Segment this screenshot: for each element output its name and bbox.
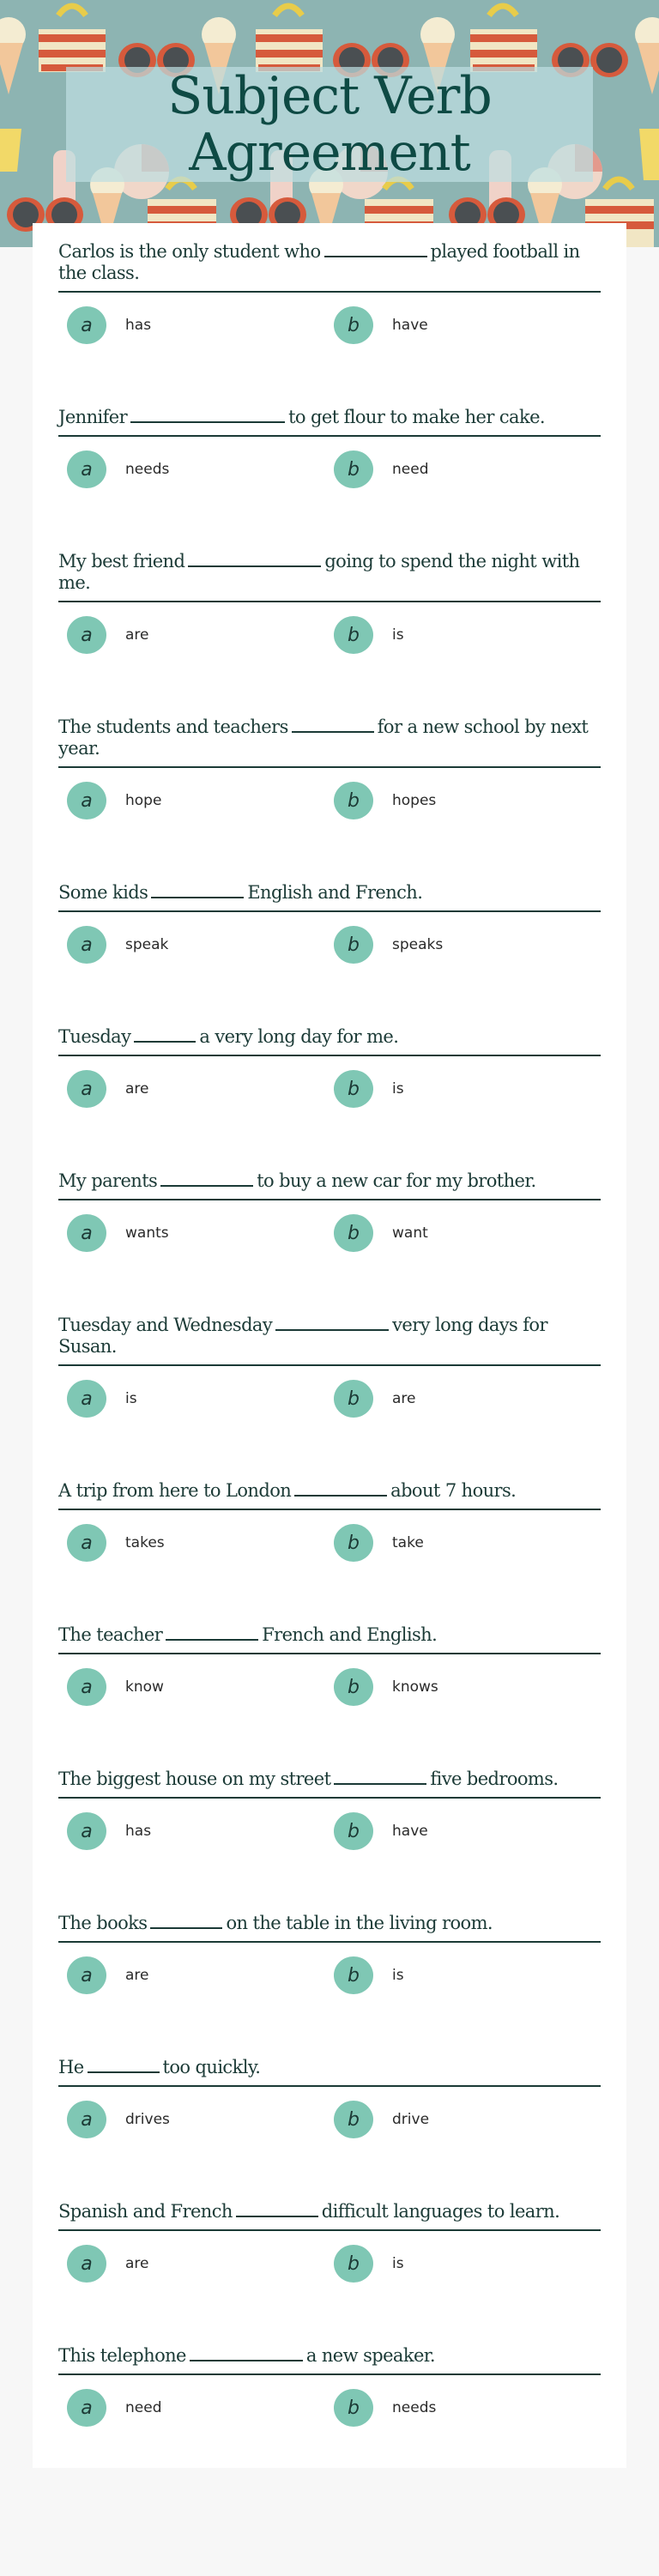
question-text-after: a very long day for me. (199, 1026, 399, 1047)
question-item (58, 2200, 601, 2283)
answer-options (58, 1654, 601, 1706)
answer-option-b[interactable] (334, 450, 601, 488)
option-letter-bubble-icon[interactable]: a (67, 1380, 106, 1418)
question-item (58, 1479, 601, 1562)
option-letter-bubble-icon[interactable]: a (67, 1668, 106, 1706)
question-item (58, 1025, 601, 1108)
question-item (58, 550, 601, 654)
option-label: speaks (392, 936, 444, 953)
option-label: speak (125, 936, 169, 953)
question-text (58, 2344, 601, 2375)
option-label: need (392, 461, 429, 478)
option-label: have (392, 1823, 428, 1840)
answer-option-a[interactable] (67, 450, 334, 488)
option-letter-bubble-icon[interactable]: a (67, 2245, 106, 2283)
option-label: is (125, 1390, 137, 1407)
option-letter-bubble-icon[interactable]: a (67, 2389, 106, 2427)
answer-option-b[interactable] (334, 1812, 601, 1850)
question-text (58, 1170, 601, 1200)
answer-option-a[interactable] (67, 1380, 334, 1418)
question-item (58, 1912, 601, 1994)
question-text-after: English and French. (247, 882, 423, 903)
answer-option-b[interactable] (334, 1380, 601, 1418)
answer-option-b[interactable] (334, 2101, 601, 2138)
answer-blank (294, 1479, 387, 1497)
option-label: is (392, 1080, 404, 1098)
question-text-before: Carlos is the only student who (58, 241, 321, 262)
option-letter-bubble-icon[interactable]: b (334, 616, 373, 654)
answer-option-a[interactable] (67, 1070, 334, 1108)
question-text-after: on the table in the living room. (226, 1913, 493, 1933)
option-label: has (125, 317, 152, 334)
answer-blank (275, 1314, 389, 1331)
question-item (58, 1768, 601, 1850)
question-item (58, 1170, 601, 1252)
question-text (58, 1768, 601, 1799)
answer-option-b[interactable] (334, 1956, 601, 1994)
option-letter-bubble-icon[interactable]: b (334, 1524, 373, 1562)
option-label: hopes (392, 792, 437, 809)
question-text (58, 1025, 601, 1056)
answer-option-a[interactable] (67, 2389, 334, 2427)
option-letter-bubble-icon[interactable]: a (67, 1812, 106, 1850)
answer-option-b[interactable] (334, 2389, 601, 2427)
answer-option-a[interactable] (67, 1668, 334, 1706)
question-text-before: The biggest house on my street (58, 1769, 331, 1789)
answer-option-b[interactable] (334, 306, 601, 344)
option-letter-bubble-icon[interactable]: b (334, 782, 373, 819)
option-letter-bubble-icon[interactable]: b (334, 306, 373, 344)
option-label: are (125, 1967, 149, 1984)
option-letter-bubble-icon[interactable]: b (334, 2389, 373, 2427)
answer-option-b[interactable] (334, 1214, 601, 1252)
answer-options (58, 293, 601, 344)
option-label: know (125, 1678, 164, 1696)
question-text-after: about 7 hours. (390, 1480, 517, 1501)
option-letter-bubble-icon[interactable]: b (334, 926, 373, 964)
option-label: takes (125, 1534, 165, 1551)
question-item (58, 1624, 601, 1706)
answer-option-b[interactable] (334, 1668, 601, 1706)
question-text-after: a new speaker. (305, 2345, 436, 2366)
question-item (58, 406, 601, 488)
question-text-before: The students and teachers (58, 717, 288, 737)
question-text (58, 1479, 601, 1510)
option-label: drives (125, 2111, 170, 2128)
question-text-after: to get flour to make her cake. (288, 407, 545, 427)
option-letter-bubble-icon[interactable]: b (334, 1214, 373, 1252)
answer-options (58, 1510, 601, 1562)
answer-option-b[interactable] (334, 926, 601, 964)
question-item (58, 716, 601, 819)
question-text-before: Some kids (58, 882, 148, 903)
option-label: are (392, 1390, 416, 1407)
question-text-after: five bedrooms. (430, 1769, 559, 1789)
option-label: is (392, 1967, 404, 1984)
question-text-before: My best friend (58, 551, 185, 571)
answer-options (58, 2231, 601, 2283)
answer-option-b[interactable] (334, 1524, 601, 1562)
worksheet-card (33, 223, 626, 2468)
answer-option-a[interactable] (67, 926, 334, 964)
question-text-before: He (58, 2057, 84, 2077)
answer-option-a[interactable] (67, 2101, 334, 2138)
answer-options (58, 912, 601, 964)
answer-blank (292, 716, 374, 733)
option-letter-bubble-icon[interactable]: a (67, 1524, 106, 1562)
option-letter-bubble-icon[interactable]: b (334, 2245, 373, 2283)
question-text (58, 550, 601, 602)
option-label: knows (392, 1678, 438, 1696)
answer-option-b[interactable] (334, 2245, 601, 2283)
answer-blank (150, 1912, 222, 1929)
answer-option-a[interactable] (67, 306, 334, 344)
question-text-before: Tuesday and Wednesday (58, 1315, 273, 1335)
answer-option-a[interactable] (67, 1812, 334, 1850)
answer-options (58, 1799, 601, 1850)
option-letter-bubble-icon[interactable]: a (67, 1214, 106, 1252)
option-label: wants (125, 1225, 169, 1242)
question-item (58, 240, 601, 344)
option-label: take (392, 1534, 424, 1551)
option-letter-bubble-icon[interactable]: b (334, 450, 373, 488)
answer-blank (88, 2056, 160, 2073)
question-item (58, 881, 601, 964)
answer-option-a[interactable] (67, 1214, 334, 1252)
answer-blank (166, 1624, 258, 1641)
answer-option-a[interactable] (67, 1524, 334, 1562)
option-label: has (125, 1823, 152, 1840)
question-text (58, 1314, 601, 1366)
option-letter-bubble-icon[interactable]: a (67, 450, 106, 488)
answer-options (58, 602, 601, 654)
question-text-before: The books (58, 1913, 148, 1933)
worksheet-header (0, 0, 659, 247)
question-item (58, 2056, 601, 2138)
answer-blank (324, 240, 427, 257)
answer-blank (334, 1768, 426, 1785)
title-box (66, 67, 593, 182)
question-text (58, 881, 601, 912)
question-text-after: for a new school by next year. (58, 717, 589, 759)
question-text-before: My parents (58, 1170, 158, 1191)
option-label: needs (125, 461, 170, 478)
option-letter-bubble-icon[interactable]: b (334, 2101, 373, 2138)
answer-blank (151, 881, 244, 898)
question-text-before: A trip from here to London (58, 1480, 292, 1501)
question-text-before: Tuesday (58, 1026, 131, 1047)
question-text-before: The teacher (58, 1624, 163, 1645)
answer-options (58, 1366, 601, 1418)
question-text-before: This telephone (58, 2345, 186, 2366)
option-label: is (392, 2255, 404, 2272)
question-text-after: very long days for Susan. (58, 1315, 547, 1357)
page-title: Subject Verb Agreement (167, 66, 492, 183)
question-text-after: to buy a new car for my brother. (257, 1170, 536, 1191)
answer-options (58, 437, 601, 488)
answer-blank (236, 2200, 318, 2217)
option-letter-bubble-icon[interactable]: a (67, 1070, 106, 1108)
answer-options (58, 2087, 601, 2138)
question-text-before: Jennifer (58, 407, 128, 427)
question-text (58, 1912, 601, 1943)
question-text-after: going to spend the night with me. (58, 551, 580, 593)
answer-options (58, 768, 601, 819)
beach-bag-icon (39, 6, 106, 72)
answer-blank (190, 2344, 303, 2361)
answer-options (58, 1943, 601, 1994)
question-item (58, 2344, 601, 2427)
question-text (58, 716, 601, 768)
question-text (58, 2200, 601, 2231)
option-letter-bubble-icon[interactable]: b (334, 1956, 373, 1994)
question-text-after: French and English. (262, 1624, 438, 1645)
option-label: are (125, 626, 149, 644)
question-text (58, 1624, 601, 1654)
answer-options (58, 1200, 601, 1252)
option-label: are (125, 1080, 149, 1098)
answer-option-b[interactable] (334, 616, 601, 654)
option-label: is (392, 626, 404, 644)
answer-option-a[interactable] (67, 616, 334, 654)
answer-blank (188, 550, 321, 567)
answer-option-a[interactable] (67, 782, 334, 819)
option-letter-bubble-icon[interactable]: a (67, 782, 106, 819)
option-letter-bubble-icon[interactable]: a (67, 616, 106, 654)
answer-options (58, 1056, 601, 1108)
answer-options (58, 2375, 601, 2427)
option-label: need (125, 2399, 162, 2416)
option-label: want (392, 1225, 428, 1242)
answer-blank (130, 406, 285, 423)
question-text (58, 406, 601, 437)
option-letter-bubble-icon[interactable]: a (67, 926, 106, 964)
option-letter-bubble-icon[interactable]: b (334, 1668, 373, 1706)
option-label: are (125, 2255, 149, 2272)
option-label: hope (125, 792, 162, 809)
answer-option-b[interactable] (334, 782, 601, 819)
question-text (58, 2056, 601, 2087)
option-letter-bubble-icon[interactable]: b (334, 1812, 373, 1850)
answer-option-a[interactable] (67, 2245, 334, 2283)
question-text (58, 240, 601, 293)
option-letter-bubble-icon[interactable]: a (67, 306, 106, 344)
answer-option-b[interactable] (334, 1070, 601, 1108)
question-text-after: played football in the class. (58, 241, 580, 283)
option-letter-bubble-icon[interactable]: a (67, 2101, 106, 2138)
option-letter-bubble-icon[interactable]: b (334, 1070, 373, 1108)
question-text-after: difficult languages to learn. (321, 2201, 560, 2222)
answer-blank (160, 1170, 253, 1187)
answer-option-a[interactable] (67, 1956, 334, 1994)
option-letter-bubble-icon[interactable]: b (334, 1380, 373, 1418)
option-label: have (392, 317, 428, 334)
question-text-after: too quickly. (162, 2057, 261, 2077)
question-item (58, 1314, 601, 1418)
option-label: drive (392, 2111, 430, 2128)
question-text-before: Spanish and French (58, 2201, 233, 2222)
option-label: needs (392, 2399, 437, 2416)
option-letter-bubble-icon[interactable]: a (67, 1956, 106, 1994)
answer-blank (134, 1025, 196, 1043)
